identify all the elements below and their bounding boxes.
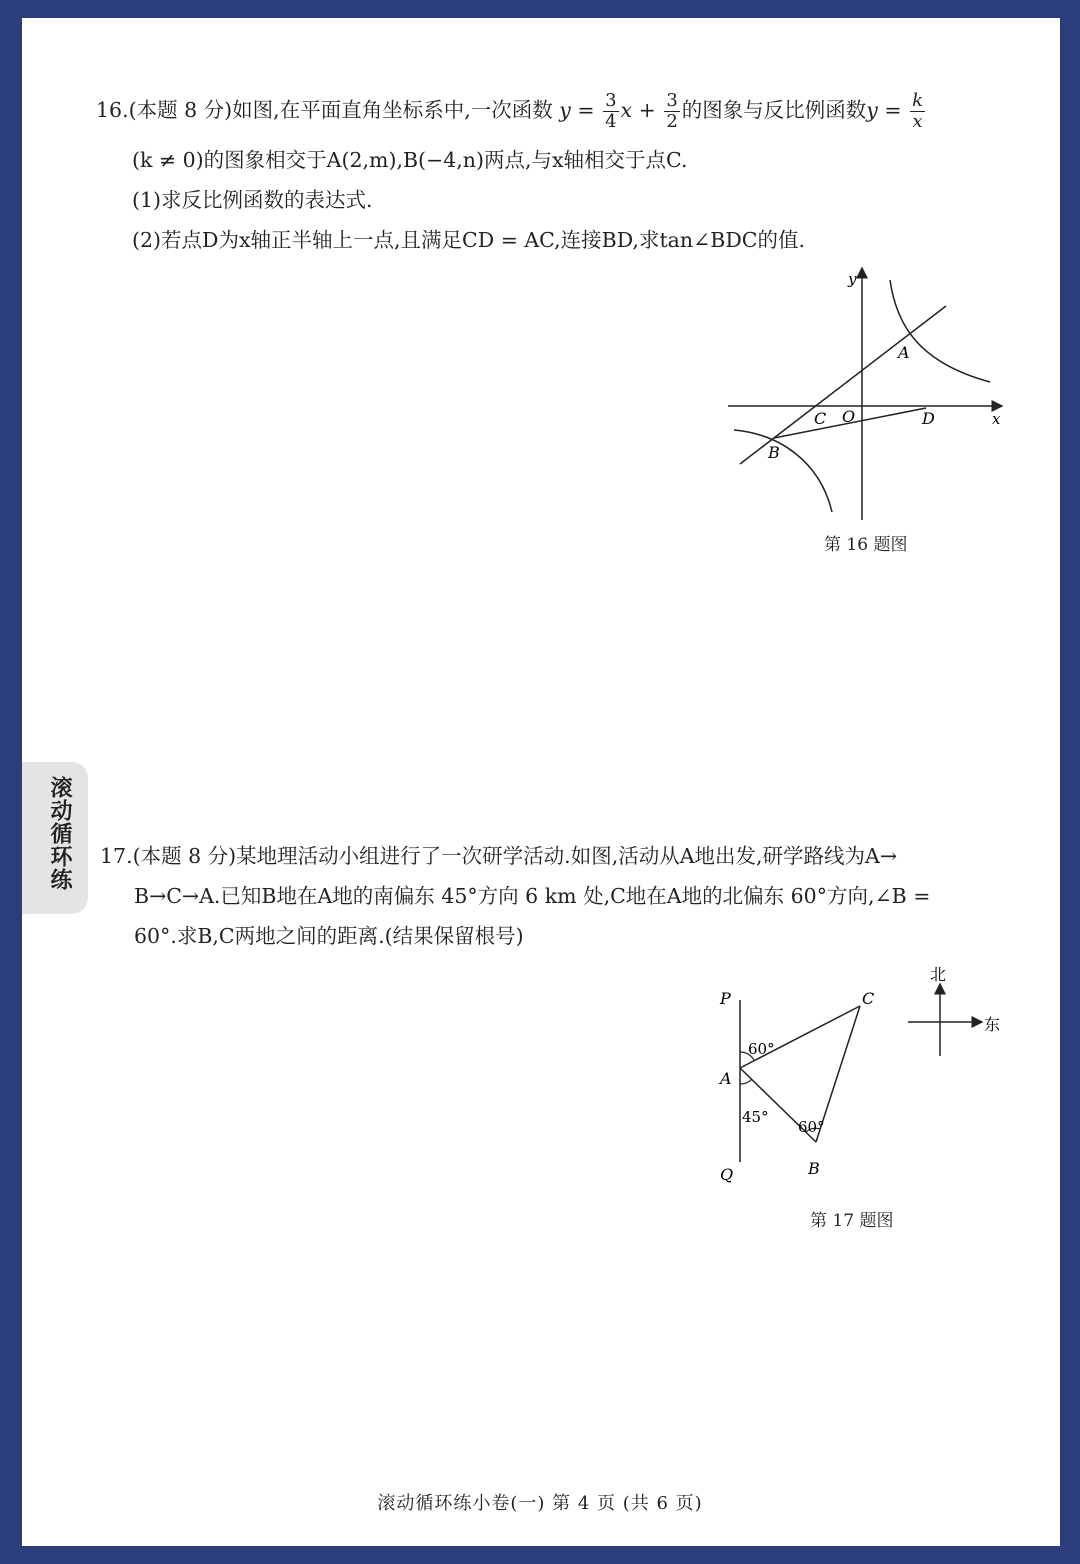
q16-eq2-y: y =: [866, 98, 902, 122]
label-A: A: [720, 1069, 732, 1088]
angle-label-bottom: 45°: [742, 1108, 769, 1126]
q16-frac2: [664, 91, 679, 132]
compass-east: 东: [984, 1015, 1001, 1034]
hyperbola-q1: [890, 280, 990, 382]
label-P: P: [720, 989, 731, 1008]
angle-arc-bottom: [740, 1079, 752, 1084]
side-tab: [22, 762, 88, 914]
q16-part2: (2)若点D为x轴正半轴上一点,且满足CD = AC,连接BD,求tan∠BDC的值.: [132, 228, 805, 252]
hyperbola-q3: [734, 430, 832, 512]
q16-figure: [720, 262, 1010, 522]
label-Q: Q: [720, 1165, 734, 1184]
q16-header-pre: (本题 8 分)如图,在平面直角坐标系中,一次函数: [128, 98, 553, 122]
label-x: x: [992, 410, 1001, 428]
label-O: O: [842, 407, 856, 426]
q16-frac3-den: x: [912, 111, 923, 132]
q16-part1: (1)求反比例函数的表达式.: [132, 188, 373, 212]
q16-eq1-x: x +: [620, 98, 656, 122]
q16-caption: 第 16 题图: [824, 535, 908, 555]
q16-frac3: [910, 91, 925, 132]
label-C: C: [814, 409, 827, 428]
q16-frac3-num: k: [912, 90, 923, 111]
q17-number: 17.: [100, 844, 133, 868]
q17-line1: [100, 836, 897, 876]
q16-line2: (k ≠ 0)的图象相交于A(2,m),B(−4,n)两点,与x轴相交于点C.: [132, 148, 688, 172]
q17-line1-text: (本题 8 分)某地理活动小组进行了一次研学活动.如图,活动从A地出发,研学路线为A→: [132, 844, 898, 868]
q17-line3: 60°.求B,C两地之间的距离.(结果保留根号): [134, 924, 524, 948]
q16-line1: [96, 90, 927, 132]
angle-label-top: 60°: [748, 1040, 775, 1058]
q16-header-mid: 的图象与反比例函数: [681, 98, 867, 122]
q16-frac2-den: 2: [666, 111, 678, 132]
label-B: B: [768, 443, 780, 462]
label-C: C: [862, 989, 875, 1008]
q16-number: 16.: [96, 98, 129, 122]
q16-eq1-y: y =: [559, 98, 595, 122]
q17-caption: 第 17 题图: [810, 1211, 894, 1231]
q16-frac2-num: 3: [666, 90, 678, 111]
q16-frac1: [603, 91, 618, 132]
q16-frac1-num: 3: [605, 90, 617, 111]
q17-figure: [710, 960, 1020, 1190]
label-y: y: [848, 270, 857, 288]
label-A: A: [898, 343, 910, 362]
label-B: B: [808, 1159, 820, 1178]
q17-line2: B→C→A.已知B地在A地的南偏东 45°方向 6 km 处,C地在A地的北偏东 60°方向,∠B =: [134, 884, 931, 908]
q16-frac1-den: 4: [605, 111, 617, 132]
linear-function-line: [740, 306, 946, 464]
label-D: D: [922, 409, 935, 428]
page-footer: 滚动循环练小卷(一) 第 4 页 (共 6 页): [377, 1493, 703, 1514]
side-tab-label: 滚动循环练: [47, 776, 72, 891]
compass-north: 北: [930, 965, 947, 984]
segment-AC: [740, 1006, 860, 1068]
angle-label-B: 60°: [798, 1118, 825, 1136]
